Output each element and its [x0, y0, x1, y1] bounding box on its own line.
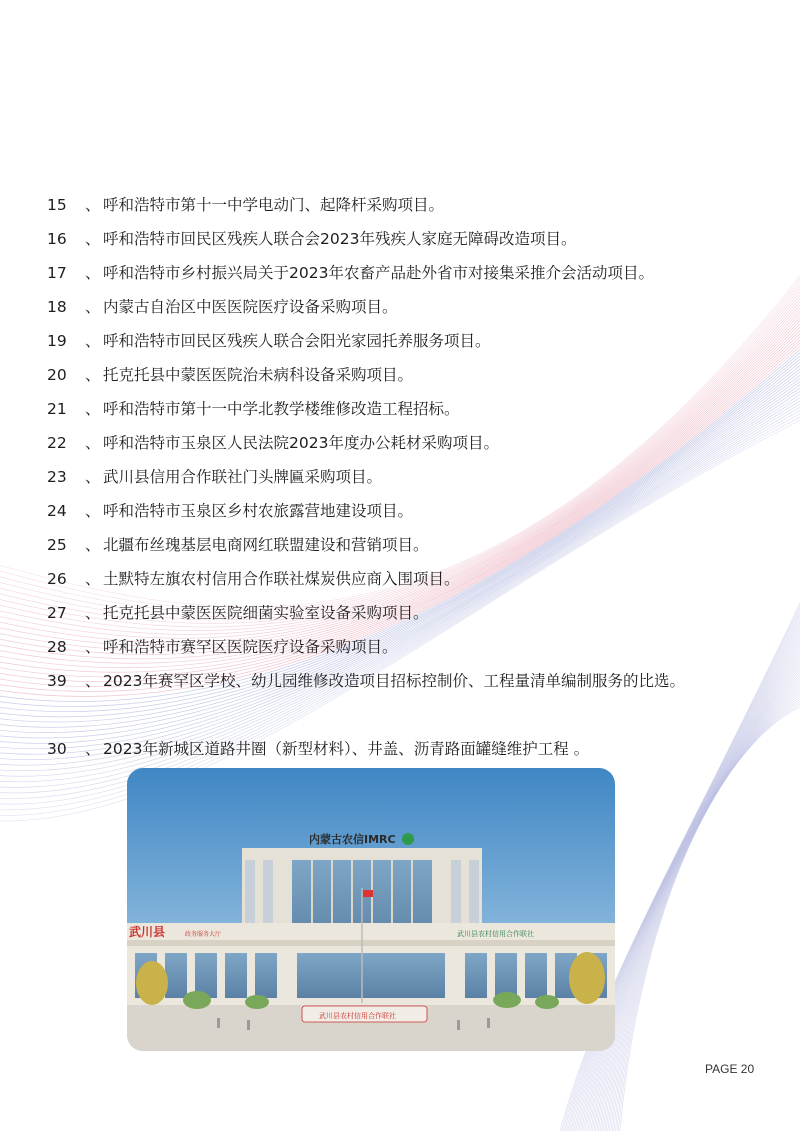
bank-logo-icon	[402, 833, 414, 845]
list-item: 26 、 土默特左旗农村信用合作联社煤炭供应商入围项目。	[47, 570, 460, 588]
list-item: 25 、 北疆布丝瑰基层电商网红联盟建设和营销项目。	[47, 536, 429, 554]
project-list	[47, 188, 767, 766]
right-sign: 武川县农村信用合作联社	[457, 930, 534, 938]
list-item: 30 、 2023年新城区道路井圈（新型材料）、井盖、沥青路面罐缝维护工程 。	[47, 740, 590, 758]
entrance-sign: 武川县农村信用合作联社	[319, 1012, 396, 1020]
roof-sign: 内蒙古农信IMRC	[309, 833, 396, 846]
left-sign-sub: 政务服务大厅	[185, 931, 222, 938]
list-item: 27 、 托克托县中蒙医医院细菌实验室设备采购项目。	[47, 604, 429, 622]
list-item: 23 、 武川县信用合作联社门头牌匾采购项目。	[47, 468, 383, 486]
list-item: 22 、 呼和浩特市玉泉区人民法院2023年度办公耗材采购项目。	[47, 434, 499, 452]
list-item: 28 、 呼和浩特市赛罕区医院医疗设备采购项目。	[47, 638, 398, 656]
list-item: 21 、 呼和浩特市第十一中学北教学楼维修改造工程招标。	[47, 400, 460, 418]
list-item: 17 、 呼和浩特市乡村振兴局关于2023年农畜产品赴外省市对接集采推介会活动项目。	[47, 264, 654, 282]
building-photo	[127, 768, 615, 1051]
list-item: 15 、 呼和浩特市第十一中学电动门、起降杆采购项目。	[47, 196, 445, 214]
list-item: 24 、 呼和浩特市玉泉区乡村农旅露营地建设项目。	[47, 502, 414, 520]
building-illustration	[127, 768, 615, 1051]
list-item: 16 、 呼和浩特市回民区残疾人联合会2023年残疾人家庭无障碍改造项目。	[47, 230, 577, 248]
page-number: PAGE 20	[705, 1062, 755, 1076]
left-sign: 武川县	[129, 925, 166, 939]
list-item: 19 、 呼和浩特市回民区残疾人联合会阳光家园托养服务项目。	[47, 332, 491, 350]
list-item: 20 、 托克托县中蒙医医院治未病科设备采购项目。	[47, 366, 414, 384]
list-item: 39 、 2023年赛罕区学校、幼儿园维修改造项目招标控制价、工程量清单编制服务的比选。	[47, 672, 685, 690]
list-item: 18 、 内蒙古自治区中医医院医疗设备采购项目。	[47, 298, 398, 316]
